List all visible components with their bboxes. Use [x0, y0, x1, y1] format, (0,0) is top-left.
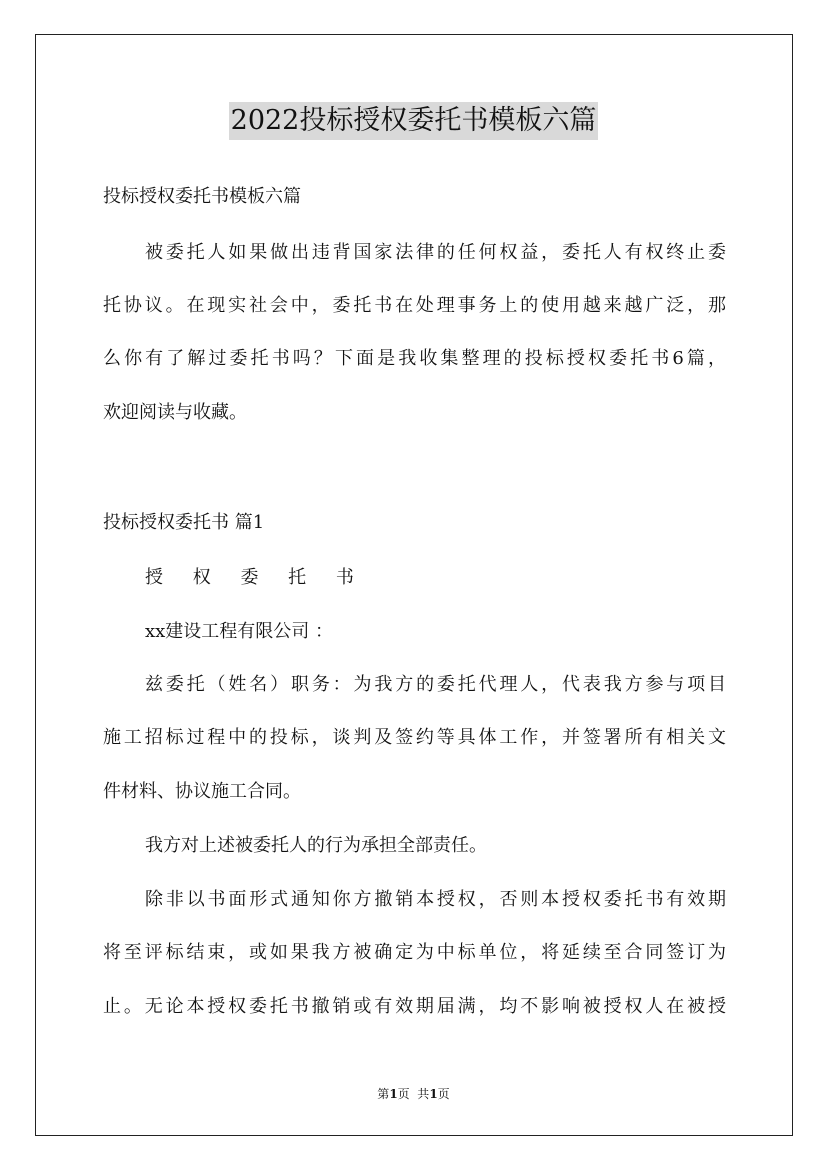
page-footer — [0, 1085, 827, 1102]
para1-line-1: 兹委托（姓名）职务：为我方的委托代理人，代表我方参与项目 — [145, 674, 726, 695]
document-subtitle: 投标授权委托书模板六篇 — [103, 186, 301, 207]
para1-line-3: 件材料、协议施工合同。 — [103, 781, 301, 802]
intro-line-2: 托协议。在现实社会中，委托书在处理事务上的使用越来越广泛，那 — [103, 295, 726, 316]
footer-page-total: 1 — [429, 1087, 438, 1101]
footer-prefix: 第 — [377, 1087, 390, 1101]
para2-line: 我方对上述被委托人的行为承担全部责任。 — [145, 835, 487, 856]
section-heading: 投标授权委托书 篇1 — [103, 512, 265, 533]
para3-line-2: 将至评标结束，或如果我方被确定为中标单位，将延续至合同签订为 — [103, 942, 726, 963]
intro-line-1: 被委托人如果做出违背国家法律的任何权益，委托人有权终止委 — [145, 242, 726, 263]
para3-line-3: 止。无论本授权委托书撤销或有效期届满，均不影响被授权人在被授 — [103, 996, 726, 1017]
authorization-title: 授 权 委 托 书 — [145, 567, 366, 588]
document-title: 2022投标授权委托书模板六篇 — [229, 102, 599, 140]
intro-line-4: 欢迎阅读与收藏。 — [103, 402, 247, 423]
footer-mid: 页 共 — [397, 1087, 430, 1101]
para3-line-1: 除非以书面形式通知你方撤销本授权，否则本授权委托书有效期 — [145, 889, 726, 910]
intro-line-3: 么你有了解过委托书吗？下面是我收集整理的投标授权委托书6篇， — [103, 348, 726, 369]
addressee-line: xx建设工程有限公司 ： — [145, 621, 334, 642]
footer-page-number: 1 — [389, 1087, 398, 1101]
para1-line-2: 施工招标过程中的投标，谈判及签约等具体工作，并签署所有相关文 — [103, 727, 726, 748]
title-container — [0, 102, 827, 140]
footer-suffix: 页 — [437, 1087, 450, 1101]
